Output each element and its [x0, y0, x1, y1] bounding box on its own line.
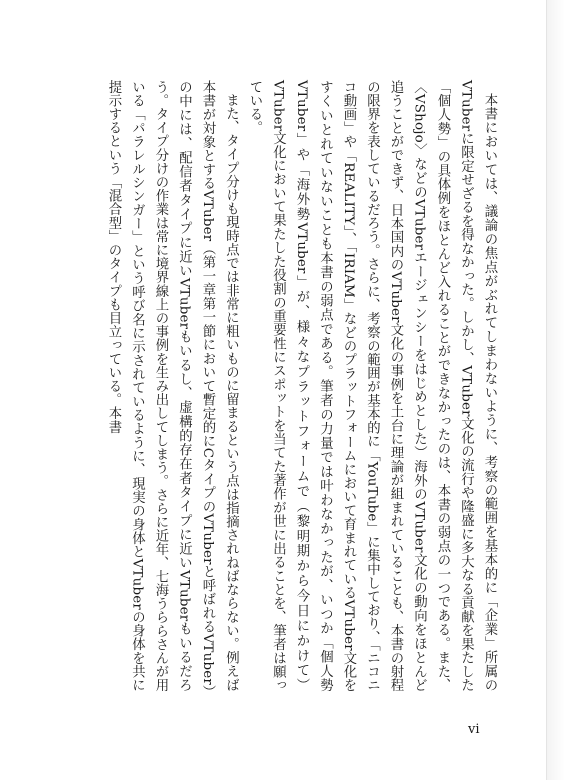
paragraph-1: 本書においては、議論の焦点がぶれてしまわないように、考察の範囲を基本的に「企業」所属のVTuberに限定せざるを得なかった。しかし、VTuber文化の流行や隆盛に多大なる貢献を果たした「個人勢」の具体例をほとんど入れることができなかったのは、本書の弱点の一つである。また、〈VShojo〉などのVTuberエージェンシーをはじめとした）海外のVTuber文化の動向をほとんど追うことができず、日本国内のVTuber文化の事例を土台に理論が組まれていることも、本書の射程の限界を表しているだろう。さらに、考察の範囲が基本的に「YouTube」に集中しており、「ニコニコ動画」や「REALITY」、「IRIAM」などのプラットフォームにおいて育まれているVTuber文化をすくいとれていないことも本書の弱点である。筆者の力量では叶わなかったが、いつか「個人勢VTuber」や「海外勢VTuber」が、様々なプラットフォームで（黎明期から今日にかけて）VTuber文化において果たした役割の重要性にスポットを当てた著作が世に出ることを、筆者は願っている。 [247, 80, 497, 692]
vertical-body-text [102, 80, 502, 692]
page-edge [546, 0, 564, 780]
paragraph-2: また、タイプ分けも現時点では非常に粗いものに留まるという点は指摘されねばならない。例えば本書が対象とするVTuber（第一章第一節において暫定的にCタイプのVTuberと呼ばれるVTuber）の中には、配信者タイプに近いVTuberもいるし、虚構的存在者タイプに近いVTuberもいるだろう。タイプ分けの作業は常に境界線上の事例を生み出してしまう。さらに近年、七海うららさんが用いる「パラレルシンガー」という呼び名に示されているように、現実の身体とVTuberの身体を共に提示するという「混合型」のタイプも目立っている。本書 [106, 80, 239, 692]
page-number: vi [468, 722, 480, 737]
